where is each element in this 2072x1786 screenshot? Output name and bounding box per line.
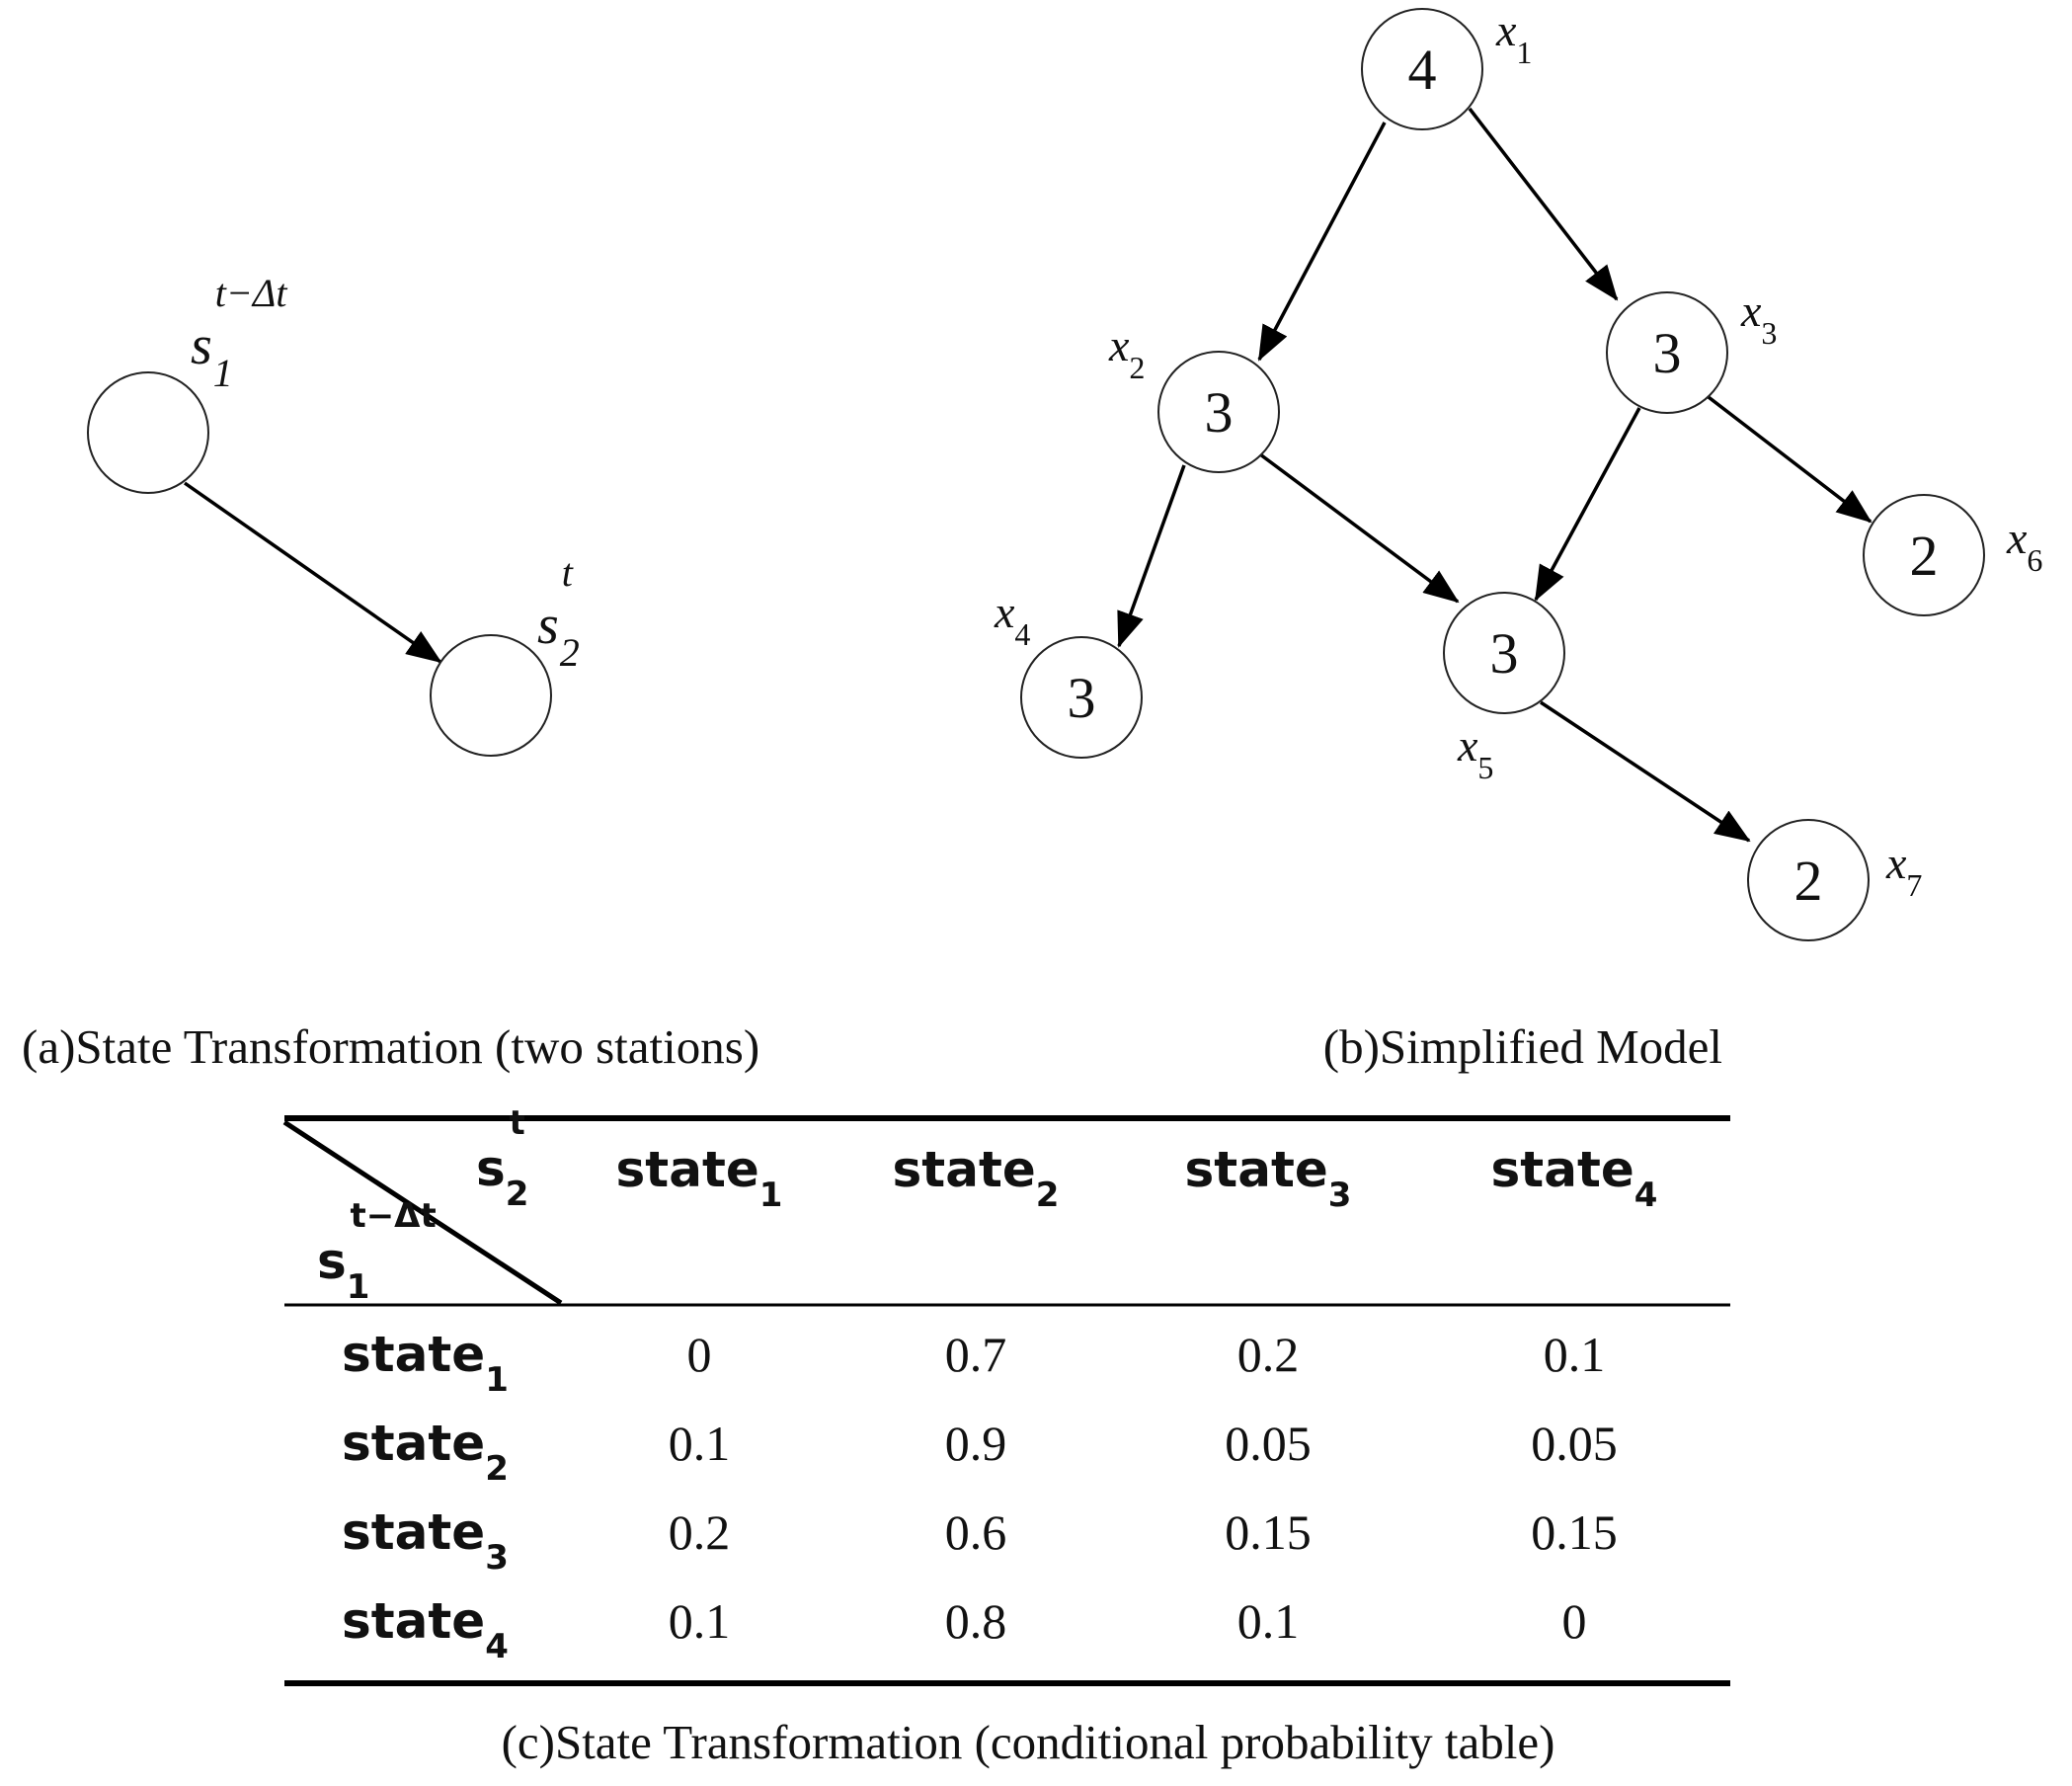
table-cell: 0.6: [944, 1504, 1007, 1560]
column-header: state$_2$: [892, 1141, 1060, 1215]
svg-text:3: 3: [1652, 321, 1682, 385]
edge-x2-to-x4: [1119, 465, 1184, 646]
table-cell: 0: [686, 1327, 712, 1382]
svg-text:x2: $x_2$: [1109, 320, 1146, 385]
node-s2: [431, 635, 551, 756]
table-cell: 0.05: [1531, 1416, 1618, 1471]
column-header: state$_3$: [1184, 1141, 1352, 1215]
row-header: state$_3$: [342, 1503, 509, 1578]
edge-x1-to-x3: [1470, 109, 1617, 299]
node-x2: [1108, 320, 1279, 472]
edge-s1-to-s2: [185, 483, 440, 662]
row-header: state$_1$: [342, 1326, 509, 1400]
svg-text:x3: $x_3$: [1741, 285, 1778, 351]
table-cell: 0.8: [944, 1593, 1007, 1649]
panel-a-caption: (a)State Transformation (two stations): [22, 1019, 760, 1074]
svg-text:x1: $x_1$: [1496, 5, 1533, 70]
svg-text:4: 4: [1407, 38, 1437, 102]
row-header: state$_2$: [342, 1415, 509, 1489]
table-row: [342, 1592, 1587, 1666]
table-cell: 0.15: [1225, 1504, 1312, 1560]
table-cell: 0.05: [1225, 1416, 1312, 1471]
node-x4: [994, 587, 1142, 758]
node-s1: [88, 372, 208, 493]
panel-c-probability-table: [284, 1103, 1730, 1769]
column-header: state$_4$: [1490, 1141, 1658, 1215]
svg-text:3: 3: [1204, 380, 1234, 445]
node-x6: [1864, 495, 2042, 615]
node-s1-label: $s_1t-\Delta t$: [191, 271, 287, 395]
table-cell: 0.15: [1531, 1504, 1618, 1560]
table-cell: 0.1: [1543, 1327, 1606, 1382]
svg-text:3: 3: [1489, 621, 1519, 686]
table-cell: 0.1: [1236, 1593, 1300, 1649]
table-row: [342, 1326, 1605, 1400]
table-header-row: [616, 1141, 1658, 1215]
svg-text:x7: $x_7$: [1886, 838, 1923, 903]
table-cell: 0: [1561, 1593, 1587, 1649]
node-x5: [1444, 593, 1564, 785]
row-header: state$_4$: [342, 1592, 509, 1666]
svg-text:x4: $x_4$: [995, 587, 1031, 652]
node-s2-label: $s_2t$: [537, 550, 580, 675]
node-x3: [1607, 285, 1777, 413]
table-cell: 0.1: [668, 1416, 731, 1471]
table-cell: 0.9: [944, 1416, 1007, 1471]
svg-text:2: 2: [1909, 524, 1939, 588]
table-cell: 0.2: [1236, 1327, 1300, 1382]
corner-column-variable: $s_2t$: [476, 1103, 529, 1214]
panel-a-state-transformation: [22, 271, 759, 1074]
panel-c-caption: (c)State Transformation (conditional probability table): [501, 1715, 1555, 1769]
edge-x3-to-x6: [1705, 394, 1871, 522]
edge-x3-to-x5: [1536, 408, 1639, 600]
table-cell: 0.1: [668, 1593, 731, 1649]
panel-b-simplified-model: [994, 5, 2042, 1074]
table-row: [342, 1415, 1618, 1489]
table-cell: 0.2: [668, 1504, 731, 1560]
node-x1: [1362, 5, 1532, 129]
svg-text:x5: $x_5$: [1458, 720, 1494, 785]
table-cell: 0.7: [944, 1327, 1007, 1382]
panel-b-caption: (b)Simplified Model: [1322, 1019, 1722, 1074]
column-header: state$_1$: [615, 1141, 783, 1215]
svg-text:3: 3: [1067, 666, 1096, 730]
table-row: [342, 1503, 1618, 1578]
node-x7: [1748, 820, 1922, 940]
corner-row-variable: $s_1t-\Delta t$: [317, 1196, 437, 1307]
edge-x2-to-x5: [1260, 454, 1458, 602]
svg-text:x6: $x_6$: [2007, 513, 2043, 578]
edge-x1-to-x2: [1259, 122, 1385, 360]
svg-text:2: 2: [1793, 849, 1823, 913]
edge-x5-to-x7: [1541, 702, 1749, 841]
